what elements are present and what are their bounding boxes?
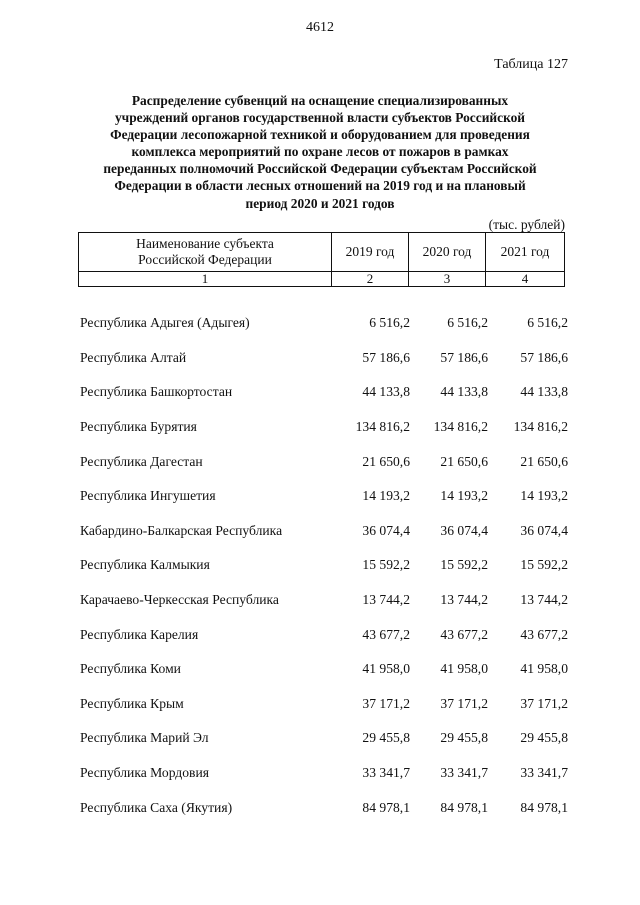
value-2021: 13 744,2 [520,592,568,608]
value-2019: 33 341,7 [362,765,410,781]
header-2019: 2019 год [332,233,409,272]
subject-name: Республика Карелия [80,626,199,642]
value-2020: 84 978,1 [440,799,488,815]
value-2021: 43 677,2 [520,626,568,642]
column-number-2: 2 [332,272,409,287]
value-2019: 6 516,2 [369,315,410,331]
table-label: Таблица 127 [494,57,568,72]
value-2021: 6 516,2 [527,315,568,331]
value-2021: 29 455,8 [520,730,568,746]
value-2019: 37 171,2 [362,695,410,711]
value-2021: 15 592,2 [520,557,568,573]
table-row [78,479,568,514]
value-2019: 15 592,2 [362,557,410,573]
column-number-4: 4 [486,272,565,287]
value-2021: 21 650,6 [520,453,568,469]
table-row [78,375,568,410]
document-title [80,92,560,212]
value-2020: 29 455,8 [440,730,488,746]
value-2021: 84 978,1 [520,799,568,815]
column-number-1: 1 [79,272,332,287]
table-row [78,548,568,583]
header-2021: 2021 год [486,233,565,272]
value-2020: 37 171,2 [440,695,488,711]
subject-name: Карачаево-Черкесская Республика [80,592,279,608]
value-2020: 6 516,2 [447,315,488,331]
value-2019: 29 455,8 [362,730,410,746]
subject-name: Республика Коми [80,661,181,677]
value-2021: 41 958,0 [520,661,568,677]
table-row [78,444,568,479]
value-2020: 44 133,8 [440,384,488,400]
value-2019: 43 677,2 [362,626,410,642]
subject-name: Республика Башкортостан [80,384,233,400]
value-2020: 14 193,2 [440,488,488,504]
value-2019: 36 074,4 [362,522,410,538]
subject-name: Республика Калмыкия [80,557,210,573]
table-row [78,341,568,376]
table-row [78,790,568,825]
value-2021: 134 816,2 [513,419,568,435]
table-body [78,306,568,825]
table-row [78,306,568,341]
value-2019: 13 744,2 [362,592,410,608]
value-2020: 41 958,0 [440,661,488,677]
column-number-3: 3 [409,272,486,287]
table-row [78,687,568,722]
value-2020: 57 186,6 [440,349,488,365]
value-2020: 134 816,2 [433,419,488,435]
value-2020: 13 744,2 [440,592,488,608]
subject-name: Республика Алтай [80,349,187,365]
title-line: Распределение субвенций на оснащение специализированных [131,93,509,108]
title-line: Федерации лесопожарной техникой и оборудованием для проведения [110,127,530,143]
subject-name: Республика Крым [80,695,184,711]
value-2021: 14 193,2 [520,488,568,504]
table-row [78,756,568,791]
table-header [78,232,565,287]
value-2019: 41 958,0 [362,661,410,677]
value-2021: 44 133,8 [520,384,568,400]
table-row [78,583,568,618]
subject-name: Республика Адыгея (Адыгея) [80,315,250,331]
value-2021: 37 171,2 [520,695,568,711]
header-subject-name [79,233,332,272]
value-2020: 15 592,2 [440,557,488,573]
header-2020: 2020 год [409,233,486,272]
subject-name: Кабардино-Балкарская Республика [80,522,283,538]
value-2020: 36 074,4 [440,522,488,538]
value-2021: 36 074,4 [520,522,568,538]
header-name-line: Российской Федерации [138,252,272,267]
title-line: учреждений органов государственной власти субъектов Российской [114,110,526,126]
title-line: комплекса мероприятий по охране лесов от пожаров в рамках [131,144,509,160]
header-name-line: Наименование субъекта [136,236,274,251]
subject-name: Республика Бурятия [80,419,197,435]
value-2019: 14 193,2 [362,488,410,504]
value-2019: 134 816,2 [355,419,410,435]
value-2019: 84 978,1 [362,799,410,815]
title-line: переданных полномочий Российской Федерации субъектам Российской [103,161,537,177]
table-row [78,652,568,687]
value-2021: 57 186,6 [520,349,568,365]
title-line: период 2020 и 2021 годов [245,195,395,211]
value-2021: 33 341,7 [520,765,568,781]
value-2019: 57 186,6 [362,349,410,365]
subject-name: Республика Мордовия [80,765,209,781]
value-2019: 44 133,8 [362,384,410,400]
units-label: (тыс. рублей) [488,217,565,232]
table-row [78,514,568,549]
value-2020: 21 650,6 [440,453,488,469]
subject-name: Республика Марий Эл [80,730,209,746]
subject-name: Республика Ингушетия [80,488,216,504]
subject-name: Республика Саха (Якутия) [80,799,233,815]
value-2020: 43 677,2 [440,626,488,642]
table-row [78,410,568,445]
title-line: Федерации в области лесных отношений на 2019 год и на плановый [114,178,526,194]
subject-name: Республика Дагестан [80,453,203,469]
table-row [78,721,568,756]
table-row [78,617,568,652]
page-number: 4612 [306,20,334,35]
value-2019: 21 650,6 [362,453,410,469]
value-2020: 33 341,7 [440,765,488,781]
